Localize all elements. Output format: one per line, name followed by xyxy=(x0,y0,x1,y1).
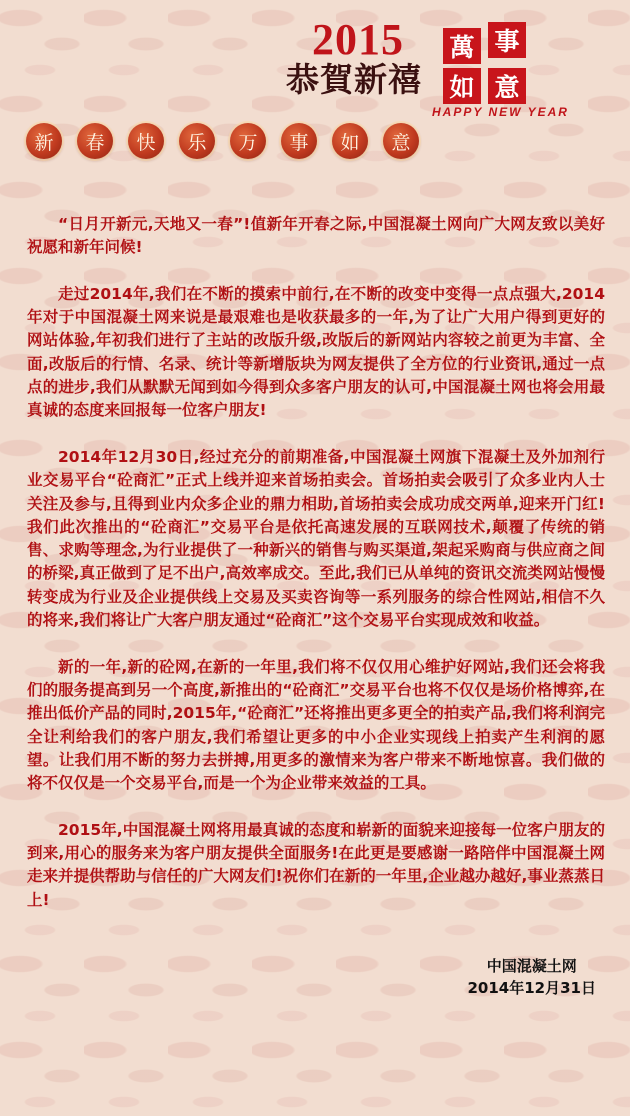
signature-org: 中国混凝土网 xyxy=(486,957,577,975)
blessing-circle: 乐 xyxy=(179,123,215,159)
greeting-banner xyxy=(0,0,630,120)
greeting-title: 恭賀新禧 xyxy=(286,60,422,99)
letter-paragraph: 走过2014年,我们在不断的摸索中前行,在不断的改变中变得一点点强大,2014年对于中国混凝土网来说是最艰难也是收获最多的一年,为了让广大用户得到更好的网站体验,年初我们进行了主站的改版升级,改版后的新网站内容较之前更为丰富、全面,改版后的行情、名录、统计等新增版块为网友提供了全方位的行业资讯,通过一点点的进步,我们从默默无闻到如今得到众多客户朋友的认可,中国混凝土网也将会用最真诚的态度来回报每一位客户朋友! xyxy=(27,284,605,420)
blessing-circle: 意 xyxy=(383,123,419,159)
blessing-circle: 新 xyxy=(26,123,62,159)
blessing-circle: 事 xyxy=(281,123,317,159)
letter-paragraph: 新的一年,新的砼网,在新的一年里,我们将不仅仅用心维护好网站,我们还会将我们的服务提高到另一个高度,新推出的“砼商汇”交易平台也将不仅仅是场价格博弈,在推出低价产品的同时,2015年,“砼商汇”还将推出更多更全的拍卖产品,我们将利润完全让利给我们的客户朋友,我们希望让更多的中小企业实现线上拍卖产生利润的愿望。让我们用不断的努力去拼搏,用更多的激情来为客户带来不断地惊喜。我们做的将不仅仅是一个交易平台,而是一个为企业带来效益的工具。 xyxy=(27,657,605,793)
signature-block xyxy=(468,955,597,999)
blessing-circles xyxy=(26,123,426,161)
year-title: 2015 xyxy=(312,15,404,64)
blessing-circle: 万 xyxy=(230,123,266,159)
stamp-yi: 意 xyxy=(488,68,526,104)
happy-new-year-banner: HAPPY NEW YEAR xyxy=(432,105,569,119)
new-year-letter xyxy=(27,213,605,935)
blessing-circle: 快 xyxy=(128,123,164,159)
signature-date: 2014年12月31日 xyxy=(467,979,596,997)
letter-paragraph: 2014年12月30日,经过充分的前期准备,中国混凝土网旗下混凝土及外加剂行业交易平台“砼商汇”正式上线并迎来首场拍卖会。首场拍卖会吸引了众多业内人士关注及参与,且得到业内众多企业的鼎力相助,首场拍卖会成功成交两单,迎来开门红!我们此次推出的“砼商汇”交易平台是依托高速发展的互联网技术,颠覆了传统的销售、求购等理念,为行业提供了一种新兴的销售与购买渠道,架起采购商与供应商之间的桥梁,真正做到了足不出户,高效率成交。至此,我们已从单纯的资讯交流类网站慢慢转变成为行业及企业提供线上交易及买卖咨询等一系列服务的综合性网站,相信不久的将来,我们将让广大客户朋友通过“砼商汇”这个交易平台实现成效和收益。 xyxy=(27,447,605,630)
blessing-circle: 春 xyxy=(77,123,113,159)
blessing-circle: 如 xyxy=(332,123,368,159)
stamp-shi: 事 xyxy=(488,22,526,58)
letter-paragraph: “日月开新元,天地又一春”!值新年开春之际,中国混凝土网向广大网友致以美好祝愿和新年问候! xyxy=(27,215,605,257)
stamp-wan: 萬 xyxy=(443,28,481,64)
letter-paragraph: 2015年,中国混凝土网将用最真诚的态度和崭新的面貌来迎接每一位客户朋友的到来,用心的服务来为客户朋友提供全面服务!在此更是要感谢一路陪伴中国混凝土网走来并提供帮助与信任的广大网友们!祝你们在新的一年里,企业越办越好,事业蒸蒸日上! xyxy=(27,820,605,909)
stamp-ru: 如 xyxy=(443,68,481,104)
